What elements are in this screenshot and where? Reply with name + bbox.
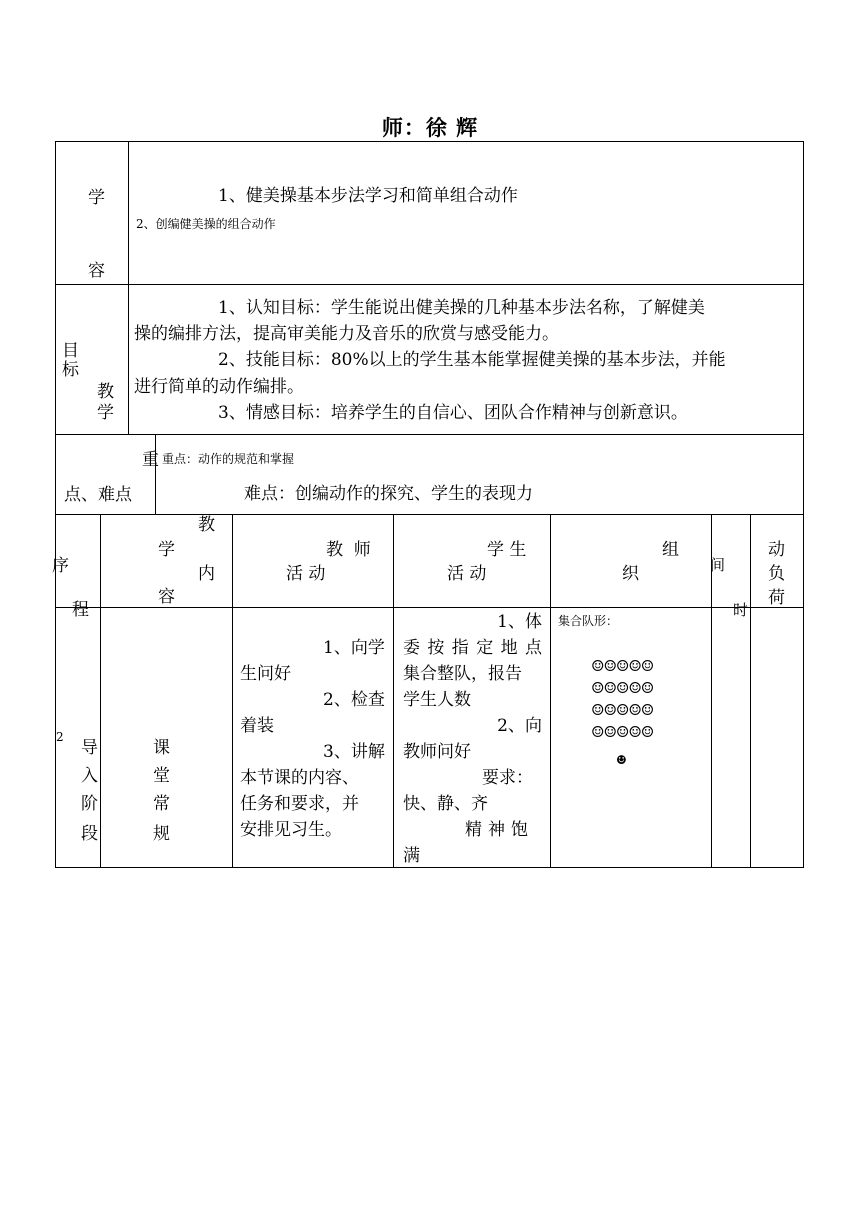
stage-name-2: 入 bbox=[81, 766, 98, 786]
formation-row-2: ☺☺☺☺☺ bbox=[591, 679, 654, 697]
teacher-line-2: 生问好 bbox=[240, 664, 291, 684]
student-line-8: 快、静、齐 bbox=[403, 794, 488, 814]
header-teacher-2: 活 动 bbox=[286, 564, 326, 584]
stage-name-1: 导 bbox=[81, 738, 98, 758]
header-student-1: 学 生 bbox=[487, 540, 527, 560]
key-point: 重点：动作的规范和掌握 bbox=[162, 452, 295, 466]
content-item-1: 1、健美操基本步法学习和简单组合动作 bbox=[218, 186, 518, 206]
objective-line-4: 进行简单的动作编排。 bbox=[134, 377, 304, 397]
header-time-cut: 时 bbox=[733, 601, 749, 619]
teacher-line-8: 安排见习生。 bbox=[240, 820, 342, 840]
header-organization-1: 组 bbox=[662, 540, 679, 560]
page-title: 师：徐 辉 bbox=[381, 115, 479, 140]
student-line-5: 2、向 bbox=[497, 716, 542, 736]
keypoints-label-b: 点、难点 bbox=[64, 485, 132, 505]
header-organization-2: 织 bbox=[622, 564, 639, 584]
header-content-1: 教 bbox=[198, 515, 215, 535]
formation-label: 集合队形： bbox=[558, 614, 619, 628]
teacher-line-6: 本节课的内容、 bbox=[240, 768, 359, 788]
header-content-2: 学 bbox=[158, 540, 175, 560]
student-line-4: 学生人数 bbox=[403, 690, 471, 710]
content-label-top: 学 bbox=[88, 188, 105, 208]
difficulty-point: 难点：创编动作的探究、学生的表现力 bbox=[244, 484, 533, 504]
content-label-bottom: 容 bbox=[88, 261, 105, 281]
header-content-4: 容 bbox=[158, 587, 175, 607]
objective-line-1: 1、认知目标：学生能说出健美操的几种基本步法名称，了解健美 bbox=[218, 298, 705, 318]
stage-content-2: 堂 bbox=[153, 766, 170, 786]
objective-line-2: 操的编排方法，提高审美能力及音乐的欣赏与感受能力。 bbox=[134, 324, 559, 344]
teacher-line-5: 3、讲解 bbox=[323, 742, 385, 762]
objective-line-3: 2、技能目标：80%以上的学生基本能掌握健美操的基本步法，并能 bbox=[218, 350, 726, 370]
header-sequence: 序 bbox=[52, 556, 69, 576]
stage-content-4: 规 bbox=[153, 824, 170, 844]
formation-row-3: ☺☺☺☺☺ bbox=[591, 701, 654, 719]
stage-content-3: 常 bbox=[153, 794, 170, 814]
teacher-line-4: 着装 bbox=[240, 716, 274, 736]
header-student-2: 活 动 bbox=[447, 564, 487, 584]
formation-row-4: ☺☺☺☺☺ bbox=[591, 723, 654, 741]
header-load-3: 荷 bbox=[768, 588, 785, 608]
content-item-2: 2、创编健美操的组合动作 bbox=[136, 217, 276, 231]
student-line-3: 集合整队，报告 bbox=[403, 664, 522, 684]
teacher-line-1: 1、向学 bbox=[323, 638, 385, 658]
objectives-label-d: 学 bbox=[97, 403, 114, 423]
stage-name-4: 段 bbox=[81, 824, 98, 844]
header-time: 间 bbox=[710, 556, 726, 574]
student-line-10: 满 bbox=[403, 846, 420, 866]
objective-line-5: 3、情感目标：培养学生的自信心、团队合作精神与创新意识。 bbox=[218, 403, 688, 423]
header-teacher-1: 教 师 bbox=[326, 540, 371, 560]
keypoints-label-a: 重 bbox=[142, 450, 159, 470]
header-content-3: 内 bbox=[198, 564, 215, 584]
teacher-position-icon: ☻ bbox=[616, 753, 627, 767]
stage-content-1: 课 bbox=[153, 738, 170, 758]
teacher-line-3: 2、检查 bbox=[323, 690, 385, 710]
header-load-2: 负 bbox=[768, 564, 785, 584]
student-line-9: 精神饱 bbox=[465, 820, 534, 840]
student-line-6: 教师问好 bbox=[403, 742, 471, 762]
student-line-2: 委按指定地点 bbox=[403, 638, 542, 658]
teacher-line-7: 任务和要求，并 bbox=[240, 794, 359, 814]
objectives-label-c: 教 bbox=[97, 382, 114, 402]
stage-name-3: 阶 bbox=[81, 794, 98, 814]
student-line-1: 1、体 bbox=[497, 612, 542, 632]
header-sequence-cut: 程 bbox=[72, 600, 89, 620]
stage-number: 2 bbox=[56, 730, 64, 744]
objectives-label-a: 目 bbox=[62, 341, 79, 361]
formation-row-1: ☺☺☺☺☺ bbox=[591, 657, 654, 675]
student-line-7: 要求： bbox=[482, 768, 533, 788]
header-load-1: 动 bbox=[768, 540, 785, 560]
objectives-label-b: 标 bbox=[62, 360, 79, 380]
